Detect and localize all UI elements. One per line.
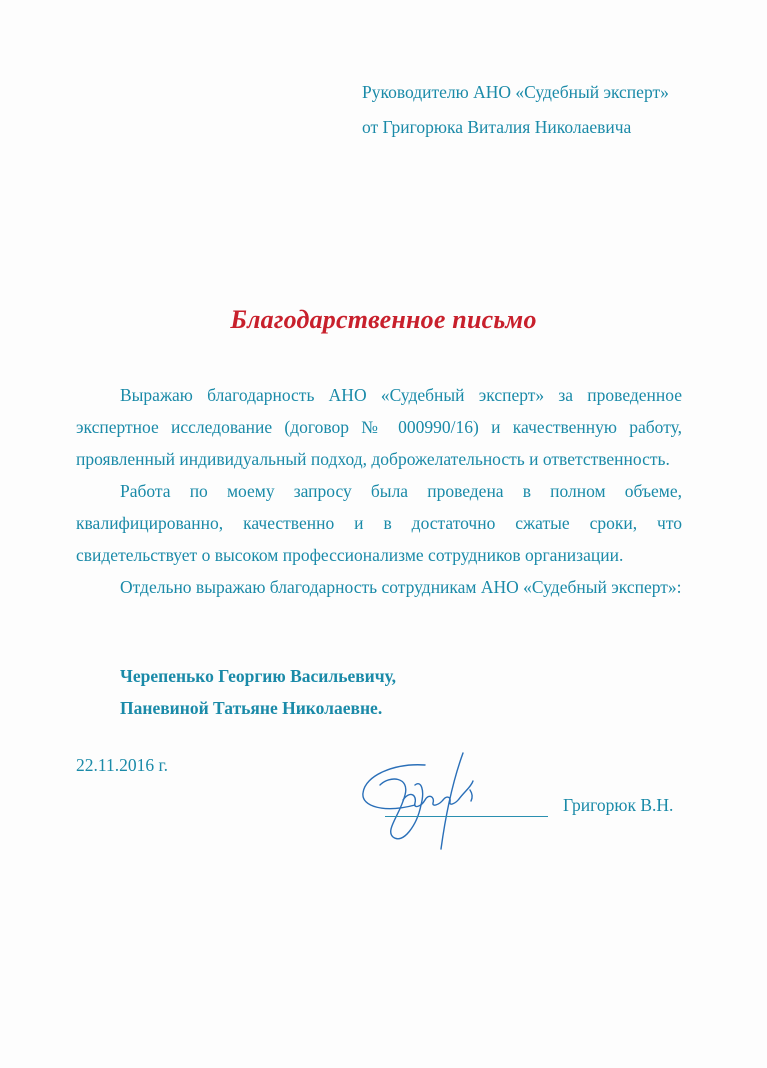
signer-name: Григорюк В.Н. (563, 795, 674, 815)
paragraph-gratitude: Выражаю благодарность АНО «Судебный эксперт» за проведенное экспертное исследование (договор № 000990/16) и качественную работу, проявленный индивидуальный подход, доброжелательность и ответственность. (76, 385, 682, 469)
employee-list (120, 660, 396, 724)
paragraph-employees-intro: Отдельно выражаю благодарность сотрудникам АНО «Судебный эксперт»: (120, 577, 682, 597)
addressee-to: Руководителю АНО «Судебный эксперт» (362, 82, 669, 102)
addressee-block (362, 75, 669, 145)
signature-line (385, 816, 548, 817)
handwritten-signature-icon (355, 745, 555, 855)
addressee-from: от Григорюка Виталия Николаевича (362, 117, 632, 137)
letter-body (76, 379, 682, 603)
employee-name: Черепенько Георгию Васильевичу, (120, 666, 396, 686)
letter-title: Благодарственное письмо (230, 305, 537, 334)
paragraph-work-quality: Работа по моему запросу была проведена в полном объеме, квалифицированно, качественно и в достаточно сжатые сроки, что свидетельствует о высоком профессионализме сотрудников организации. (76, 481, 682, 565)
employee-name: Паневиной Татьяне Николаевне. (120, 698, 383, 718)
letter-date: 22.11.2016 г. (76, 755, 169, 775)
